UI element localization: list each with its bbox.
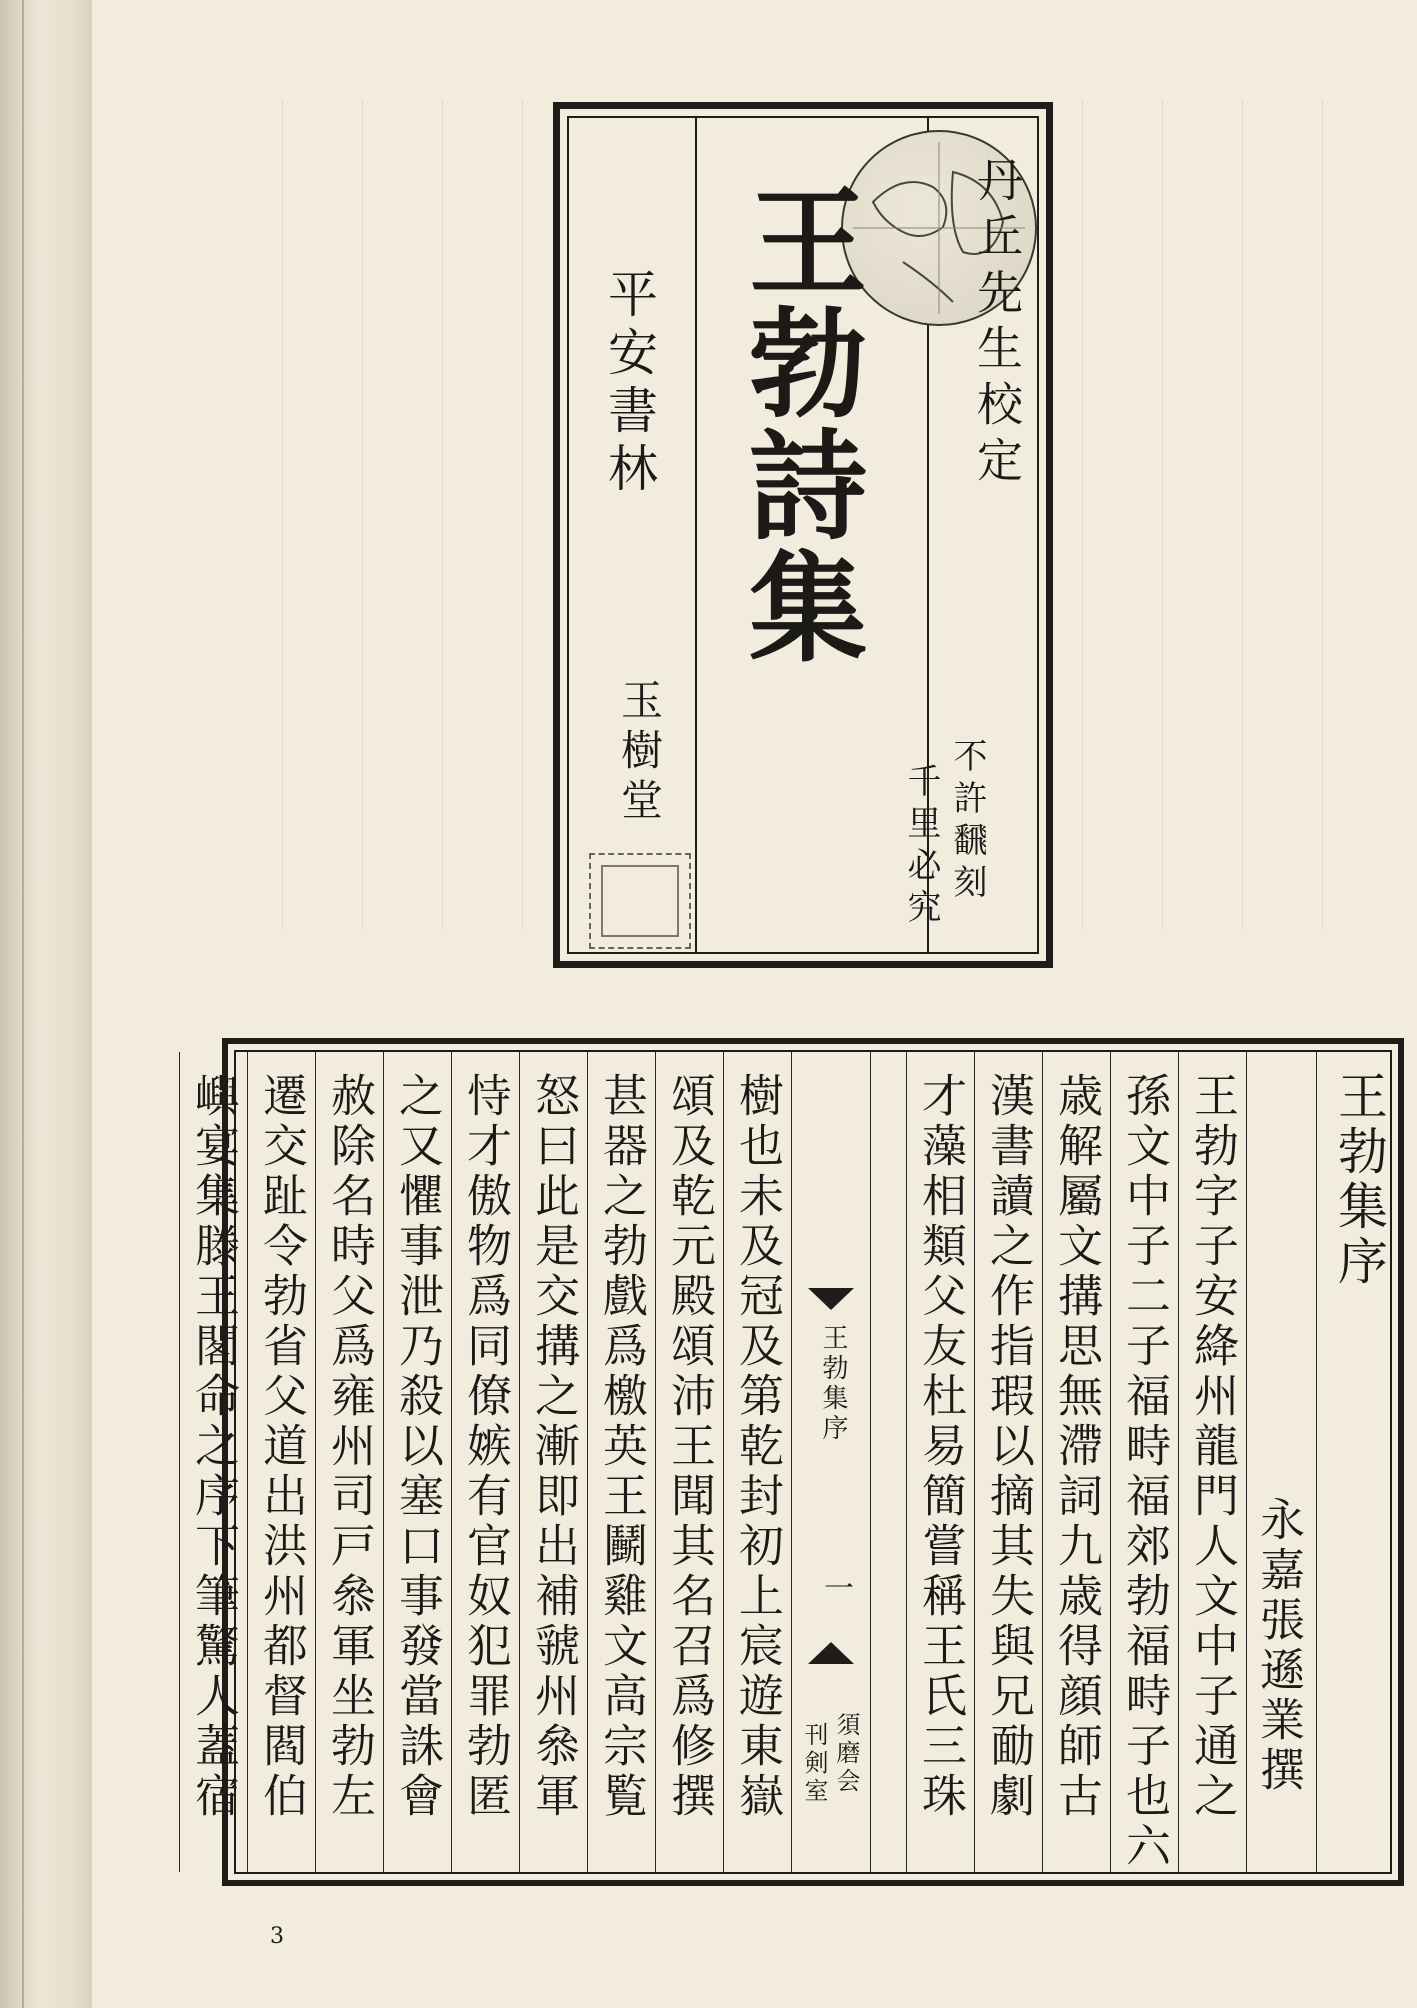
title-page-rule-left	[695, 118, 697, 952]
column-rule	[519, 1052, 520, 1872]
center-fold-column	[791, 1052, 871, 1872]
column-rule	[247, 1052, 248, 1872]
fishtail-mark-bottom-icon	[808, 1642, 854, 1664]
center-publisher-1: 須磨会	[832, 1712, 860, 1796]
preface-column: 遷交趾令勃省父道出洪州都督閻伯	[255, 1072, 308, 1822]
preface-column: 甚器之勃戲爲檄英王鬭雞文高宗覧	[595, 1072, 648, 1822]
preface-column: 恃才傲物爲同僚嫉有官奴犯罪勃匿	[459, 1072, 512, 1822]
column-rule	[1316, 1052, 1317, 1872]
title-page-frame	[553, 102, 1053, 968]
column-rule	[1110, 1052, 1111, 1872]
center-label: 王勃集序	[818, 1324, 848, 1444]
center-publisher-2: 刊剣室	[800, 1722, 828, 1806]
preface-author: 永嘉張遜業撰	[1252, 1496, 1305, 1796]
center-page-number: 一	[818, 1572, 853, 1602]
page-number: 3	[270, 1924, 284, 1949]
preface-column: 嶼宴集滕王閣命之序下筆驚人蓋宿	[187, 1072, 240, 1822]
column-rule	[723, 1052, 724, 1872]
preface-heading: 王勃集序	[1330, 1070, 1388, 1290]
column-rule	[655, 1052, 656, 1872]
preface-column: 才藻相類父友杜易簡嘗稱王氏三珠	[914, 1072, 967, 1822]
column-rule	[974, 1052, 975, 1872]
column-rule	[906, 1052, 907, 1872]
preface-column: 頌及乾元殿頌沛王聞其名召爲修撰	[663, 1072, 716, 1822]
preface-column: 王勃字子安絳州龍門人文中子通之	[1186, 1072, 1239, 1822]
title-page-publisher: 平安書林	[600, 268, 658, 500]
preface-column: 漢書讀之作指瑕以摘其失與兄勔劇	[982, 1072, 1035, 1822]
title-page-title: 王勃詩集	[729, 180, 868, 668]
preface-column: 樹也未及冠及第乾封初上宸遊東嶽	[731, 1072, 784, 1822]
preface-column: 歳解屬文搆思無滯詞九歳得顔師古	[1050, 1072, 1103, 1822]
title-page-inner-frame	[567, 116, 1039, 954]
preface-column: 孫文中子二子福畤福郊勃福畤子也六	[1118, 1072, 1171, 1872]
column-rule	[1246, 1052, 1247, 1872]
column-rule	[1178, 1052, 1179, 1872]
copyright-line-1: 不許飜刻	[947, 738, 987, 906]
preface-column: 赦除名時父爲雍州司戸叅軍坐勃左	[323, 1072, 376, 1822]
column-rule	[1042, 1052, 1043, 1872]
preface-inner-frame	[187, 1050, 1392, 1874]
column-rule	[451, 1052, 452, 1872]
preface-column: 怒曰此是交搆之漸即出補虢州叅軍	[527, 1072, 580, 1822]
column-rule	[315, 1052, 316, 1872]
column-rule	[587, 1052, 588, 1872]
column-rule	[383, 1052, 384, 1872]
title-page-publisher-hall: 玉樹堂	[615, 678, 664, 828]
binding-gutter	[0, 0, 92, 2008]
fishtail-mark-top-icon	[808, 1288, 854, 1310]
title-page-editor: 丹丘先生校定	[970, 156, 1024, 492]
publisher-seal-stamp	[589, 853, 691, 949]
preface-column: 之又懼事泄乃殺以塞口事發當誅會	[391, 1072, 444, 1822]
copyright-line-2: 千里必究	[901, 763, 941, 931]
preface-frame	[187, 1038, 1404, 1886]
column-rule	[179, 1052, 180, 1872]
